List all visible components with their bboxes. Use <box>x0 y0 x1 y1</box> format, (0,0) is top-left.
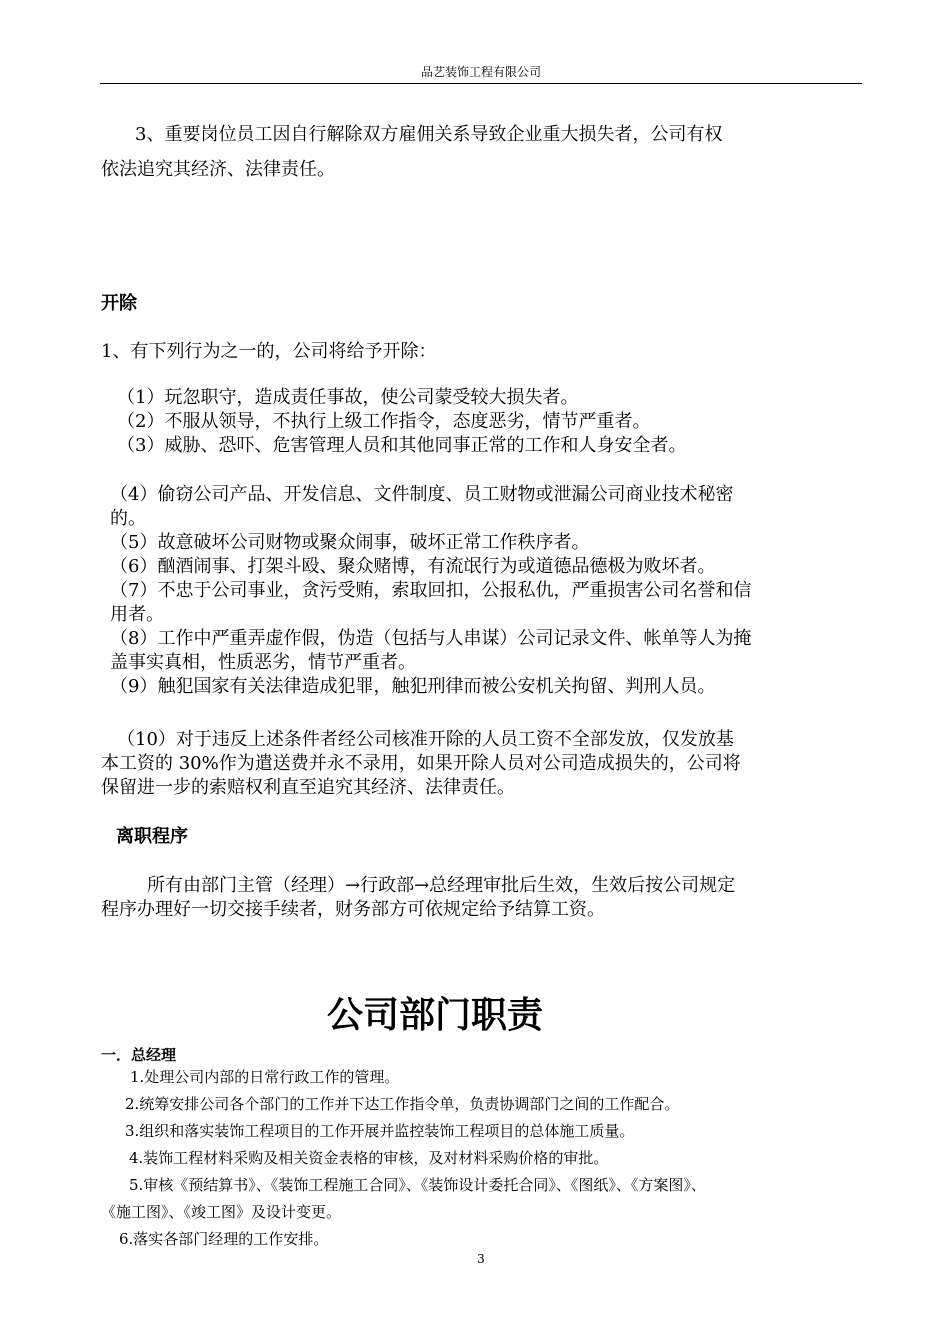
list-item: （3）威胁、恐吓、危害管理人员和其他同事正常的工作和人身安全者。 <box>117 435 687 456</box>
list-item: （8）工作中严重弄虚作假，伪造（包括与人串谋）公司记录文件、帐单等人为掩 <box>110 628 752 649</box>
list-item: 用者。 <box>110 604 164 625</box>
text-line: 3、重要岗位员工因自行解除双方雇佣关系导致企业重大损失者，公司有权 <box>135 124 723 145</box>
text-line: 程序办理好一切交接手续者，财务部方可依规定给予结算工资。 <box>101 899 605 920</box>
resignation-text <box>101 874 735 922</box>
section-heading-dismissal: 开除 <box>101 293 137 314</box>
page-header: 品艺装饰工程有限公司 <box>420 65 541 79</box>
list-item: 6.落实各部门经理的工作安排。 <box>119 1230 329 1248</box>
dismissal-list-a <box>117 386 686 458</box>
list-item: 2.统筹安排公司各个部门的工作并下达工作指令单，负责协调部门之间的工作配合。 <box>125 1095 680 1113</box>
list-item: （6）酗酒闹事、打架斗殴、聚众赌博，有流氓行为或道德品德极为败坏者。 <box>110 556 716 577</box>
list-item: 《施工图》、《竣工图》及设计变更。 <box>101 1203 342 1221</box>
list-item: （5）故意破坏公司财物或聚众闹事，破坏正常工作秩序者。 <box>110 532 590 553</box>
list-item: 的。 <box>110 508 146 529</box>
dismissal-lead: 1、有下列行为之一的，公司将给予开除： <box>101 341 437 362</box>
text-line: 依法追究其经济、法律责任。 <box>101 159 335 180</box>
text-line: 保留进一步的索赔权利直至追究其经济、法律责任。 <box>101 777 515 798</box>
text-line: 所有由部门主管（经理）→行政部→总经理审批后生效，生效后按公司规定 <box>147 875 736 896</box>
gm-duty-list <box>101 1064 706 1253</box>
page-number: 3 <box>477 1252 485 1266</box>
section-heading-resignation: 离职程序 <box>116 826 188 847</box>
subheading-general-manager: 一．总经理 <box>101 1046 177 1064</box>
list-item: 1.处理公司内部的日常行政工作的管理。 <box>130 1068 400 1086</box>
text-line: 本工资的 30%作为遣送费并永不录用，如果开除人员对公司造成损失的，公司将 <box>101 753 741 774</box>
list-item: 3.组织和落实装饰工程项目的工作开展并监控装饰工程项目的总体施工质量。 <box>125 1122 635 1140</box>
list-item: （9）触犯国家有关法律造成犯罪，触犯刑律而被公安机关拘留、判刑人员。 <box>110 676 716 697</box>
text-line: （10）对于违反上述条件者经公司核准开除的人员工资不全部发放，仅发放基 <box>117 729 734 750</box>
list-item: （4）偷窃公司产品、开发信息、文件制度、员工财物或泄漏公司商业技术秘密 <box>110 484 734 505</box>
intro-item-3 <box>101 117 722 187</box>
list-item: 4.装饰工程材料采购及相关资金表格的审核，及对材料采购价格的审批。 <box>129 1149 609 1167</box>
list-item: （2）不服从领导，不执行上级工作指令，态度恶劣，情节严重者。 <box>117 411 651 432</box>
list-item: 盖事实真相，性质恶劣，情节严重者。 <box>110 652 416 673</box>
list-item: （7）不忠于公司事业，贪污受贿，索取回扣，公报私仇，严重损害公司名誉和信 <box>110 580 752 601</box>
list-item: 5.审核《预结算书》、《装饰工程施工合同》、《装饰设计委托合同》、《图纸》、《方案图》、 <box>129 1176 706 1194</box>
dismissal-item-10 <box>101 728 741 800</box>
page-title: 公司部门职责 <box>326 995 543 1036</box>
list-item: （1）玩忽职守，造成责任事故，使公司蒙受较大损失者。 <box>117 387 579 408</box>
dismissal-list-b <box>110 483 751 699</box>
header-divider <box>100 83 862 84</box>
